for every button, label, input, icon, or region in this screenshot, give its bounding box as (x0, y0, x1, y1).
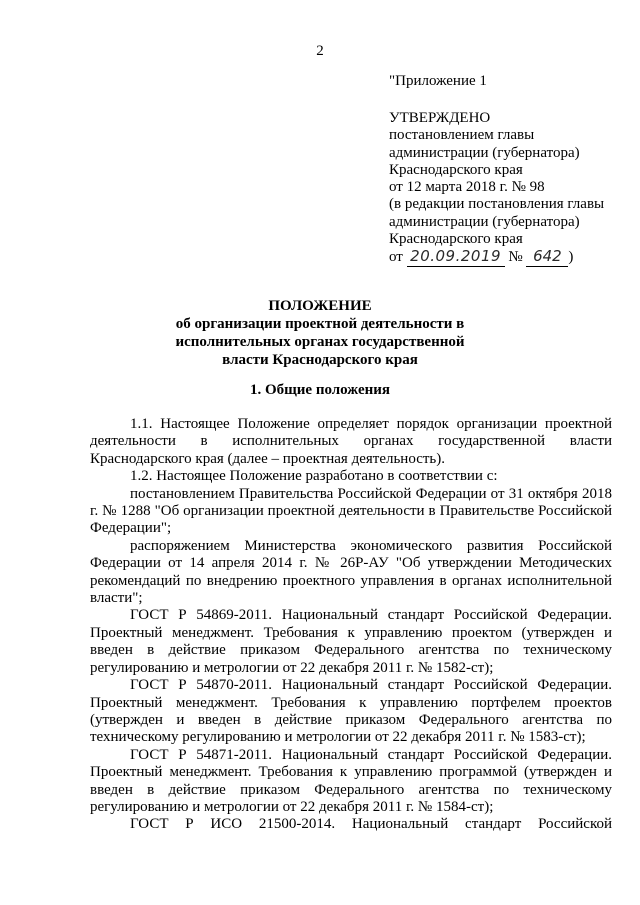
paragraph: 1.2. Настоящее Положение разработано в соответствии с: (130, 468, 498, 485)
paragraph: ГОСТ Р 54871-2011. Национальный стандарт Российской Федерации. Проектный менеджмент. Требования к управлению программой (утвержден и введен в действие приказом Федерального агентства по техническому регулированию и метрологии от 22 декабря 2011 г. № 1584-ст); (90, 746, 612, 815)
amendment-prefix: от (389, 249, 403, 266)
approval-line: администрации (губернатора) (389, 213, 580, 230)
paragraph: ГОСТ Р 54870-2011. Национальный стандарт Российской Федерации. Проектный менеджмент. Требования к управлению портфелем проектов (утвержден и введен в действие приказом Федерального агентства по техническому регулированию и метрологии от 22 декабря 2011 г. № 1583-ст); (90, 677, 612, 746)
amendment-number-sign: № (508, 249, 523, 266)
amendment-suffix: ) (568, 249, 574, 266)
handwritten-date: 20.09.2019 (407, 248, 505, 266)
paragraph: 1.1. Настоящее Положение определяет порядок организации проектной деятельности в исполнительных органах государственной власти Краснодарского края (далее – проектная деятельность). (90, 416, 612, 467)
approval-line: Краснодарского края (389, 231, 523, 248)
paragraph: постановлением Правительства Российской Федерации от 31 октября 2018 г. № 1288 "Об организации проектной деятельности в Правительстве Российской Федерации"; (90, 485, 612, 537)
title-line: об организации проектной деятельности в (175, 316, 465, 332)
paragraph: распоряжением Министерства экономического развития Российской Федерации от 14 апреля 2014 г. № 26Р-АУ "Об утверждении Методических рекомендаций по внедрению проектного управления в органах исполнительной власти"; (90, 537, 612, 607)
page-number: 2 (316, 43, 324, 59)
section-heading: 1. Общие положения (249, 382, 391, 398)
approval-line: от 12 марта 2018 г. № 98 (389, 179, 545, 196)
title-line: ПОЛОЖЕНИЕ (268, 298, 372, 314)
document-body (90, 416, 612, 834)
approval-heading: УТВЕРЖДЕНО (389, 110, 491, 126)
paragraph: ГОСТ Р ИСО 21500-2014. Национальный стандарт Российской (130, 816, 612, 833)
approval-line: постановлением главы (389, 127, 535, 144)
appendix-label: "Приложение 1 (389, 73, 487, 89)
approval-block (389, 110, 604, 267)
amendment-line (389, 248, 604, 266)
approval-line: администрации (губернатора) (389, 144, 580, 161)
handwritten-number: 642 (526, 248, 568, 266)
approval-line: Краснодарского края (389, 161, 523, 178)
paragraph: ГОСТ Р 54869-2011. Национальный стандарт Российской Федерации. Проектный менеджмент. Требования к управлению проектом (утвержден и введен в действие приказом Федерального агентства по техническому регулированию и метрологии от 22 декабря 2011 г. № 1582-ст); (90, 607, 612, 676)
document-title (0, 297, 640, 369)
approval-line: (в редакции постановления главы (389, 196, 605, 213)
title-line: власти Краснодарского края (222, 352, 418, 368)
title-line: исполнительных органах государственной (175, 334, 465, 350)
